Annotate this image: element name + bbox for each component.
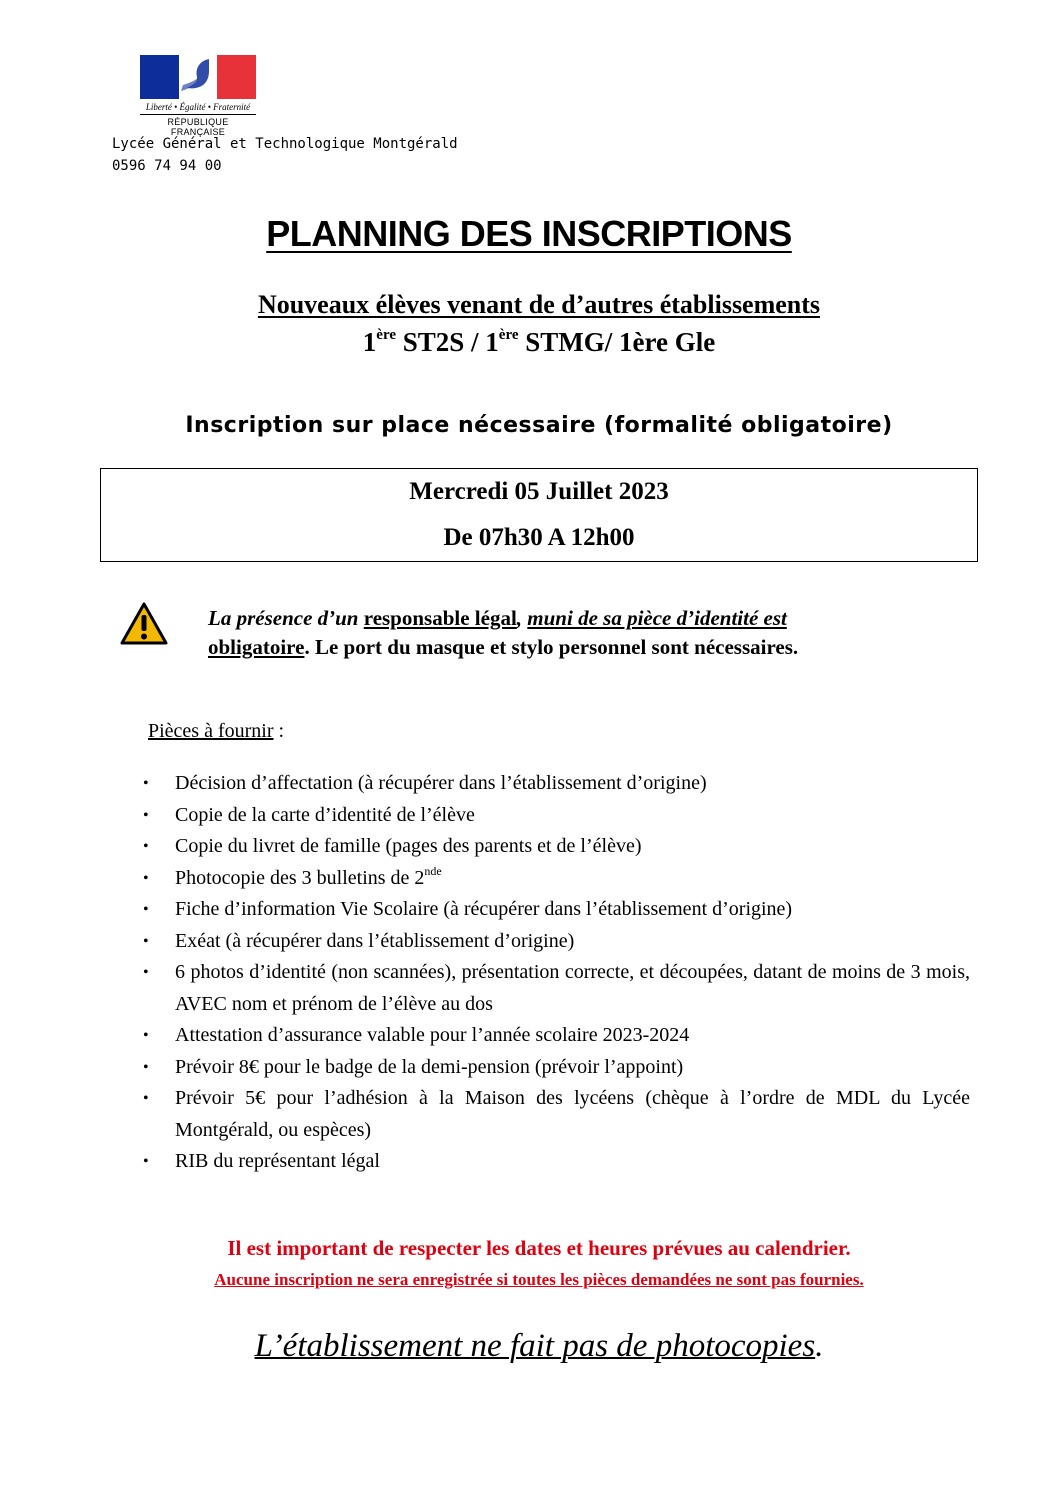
warning-text: La présence d’un responsable légal, muni de sa pièce d’identité est obligatoire. Le port du masque et stylo personnel sont nécessaires. — [208, 606, 799, 659]
school-phone: 0596 74 94 00 — [112, 158, 222, 174]
marianne-flag-icon — [140, 55, 256, 99]
list-item: • Exéat (à récupérer dans l’établissement d’origine) — [143, 929, 575, 952]
list-item: • Photocopie des 3 bulletins de 2nde — [143, 863, 442, 889]
logo-motto: Liberté • Égalité • Fraternité — [145, 102, 251, 112]
no-registration-notice: Aucune inscription ne sera enregistrée si toutes les pièces demandées ne sont pas fournies. — [214, 1270, 864, 1289]
footer-note: L’établissement ne fait pas de photocopies. — [254, 1328, 824, 1364]
date-box — [100, 468, 978, 562]
logo-republic: RÉPUBLIQUE FRANÇAISE — [167, 117, 229, 137]
list-item: • RIB du représentant légal — [143, 1150, 380, 1172]
list-item: • 6 photos d’identité (non scannées), présentation correcte, et découpées, datant de moins de 3 mois, AVEC nom et prénom de l’élève au dos — [143, 961, 970, 1015]
levels-line: 1ère ST2S / 1ère STMG/ 1ère Gle — [362, 327, 716, 357]
list-item: • Prévoir 8€ pour le badge de la demi-pension (prévoir l’appoint) — [143, 1055, 684, 1078]
inscription-note: Inscription sur place nécessaire (formalité obligatoire) — [185, 413, 893, 438]
list-item: • Attestation d’assurance valable pour l’année scolaire 2023-2024 — [143, 1024, 690, 1046]
pieces-heading: Pièces à fournir : — [148, 720, 285, 742]
school-header — [112, 133, 458, 177]
list-item: • Décision d’affectation (à récupérer dans l’établissement d’origine) — [143, 772, 707, 794]
republique-francaise-logo — [140, 55, 260, 137]
page-title: PLANNING DES INSCRIPTIONS — [266, 213, 792, 254]
registration-hours: De 07h30 A 12h00 — [443, 524, 635, 551]
pieces-list — [140, 768, 970, 1178]
list-item: • Fiche d’information Vie Scolaire (à récupérer dans l’établissement d’origine) — [143, 898, 793, 920]
subtitle: Nouveaux élèves venant de d’autres établissements — [257, 290, 821, 319]
list-item: • Prévoir 5€ pour l’adhésion à la Maison des lycéens (chèque à l’ordre de MDL du Lycée Montgérald, ou espèces) — [143, 1087, 970, 1141]
list-item: • Copie de la carte d’identité de l’élève — [143, 803, 475, 826]
list-item: • Copie du livret de famille (pages des parents et de l’élève) — [143, 835, 642, 857]
registration-date: Mercredi 05 Juillet 2023 — [409, 478, 669, 505]
school-name: Lycée Général et Technologique Montgérald — [112, 136, 458, 152]
warning-triangle-icon — [120, 602, 168, 646]
important-notice: Il est important de respecter les dates et heures prévues au calendrier. — [227, 1236, 851, 1260]
